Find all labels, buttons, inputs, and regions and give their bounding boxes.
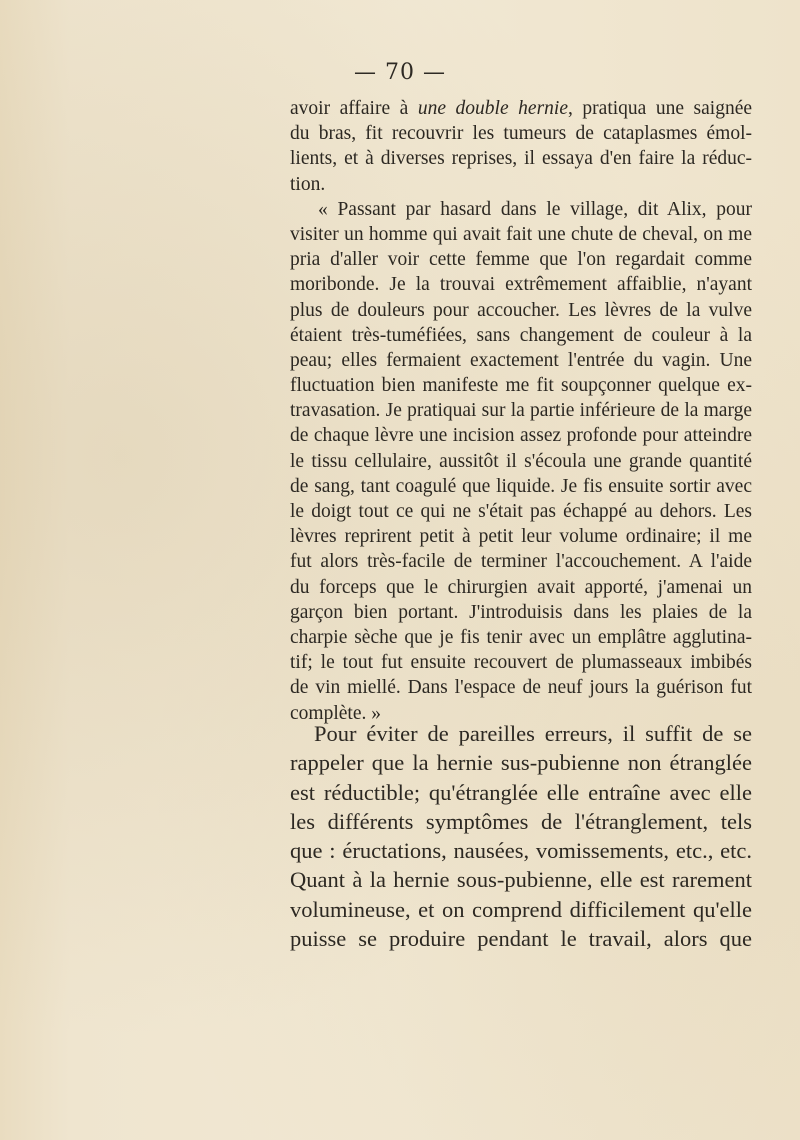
text-line: peau; elles fermaient exactement l'entrée du vagin. Une [290, 349, 752, 371]
text-line: que : éructations, nausées, vomissements, etc., etc. [290, 838, 752, 864]
text-line: volumineuse, et on comprend difficilement qu'elle [290, 896, 752, 922]
main-text [290, 719, 752, 953]
text-line: étaient très-tuméfiées, sans changement de couleur à la [290, 324, 752, 346]
text-line: de sang, tant coagulé que liquide. Je fis ensuite sortir avec [290, 475, 752, 497]
text-line: moribonde. Je la trouvai extrêmement affaiblie, n'ayant [290, 274, 752, 296]
text-line: complète. » [290, 702, 381, 724]
text-line: avoir affaire à une double hernie, pratiqua une saignée [290, 98, 753, 119]
quoted-case-text [290, 96, 752, 726]
text-line: du bras, fit recouvrir les tumeurs de cataplasmes émol- [290, 123, 752, 145]
text-line: rappeler que la hernie sus-pubienne non étranglée [290, 750, 752, 776]
text-line: pria d'aller voir cette femme que l'on regardait comme [290, 249, 752, 271]
text-line: Pour éviter de pareilles erreurs, il suffit de se [314, 721, 752, 746]
text-line: les différents symptômes de l'étranglement, tels [290, 808, 752, 834]
text-line: tif; le tout fut ensuite recouvert de plumasseaux imbibés [290, 652, 752, 674]
text-line: tion. [290, 173, 326, 195]
text-line: travasation. Je pratiquai sur la partie inférieure de la marge [290, 400, 752, 422]
text-line: plus de douleurs pour accoucher. Les lèvres de la vulve [290, 299, 752, 321]
text-line: charpie sèche que je fis tenir avec un emplâtre agglutina- [290, 626, 752, 648]
text-line: fluctuation bien manifeste me fit soupçonner quelque ex- [290, 375, 752, 397]
text-line: le doigt tout ce qui ne s'était pas échappé au dehors. Les [290, 501, 752, 522]
text-line: lients, et à diverses reprises, il essaya d'en faire la réduc- [290, 148, 752, 170]
text-line: est réductible; qu'étranglée elle entraîne avec elle [290, 779, 752, 805]
text-line: du forceps que le chirurgien avait apporté, j'amenai un [290, 576, 752, 598]
text-line: fut alors très-facile de terminer l'accouchement. A l'aide [290, 551, 752, 573]
text-line: visiter un homme qui avait fait une chute de cheval, on me [290, 223, 752, 245]
text-line: garçon bien portant. J'introduisis dans les plaies de la [290, 601, 752, 623]
text-line: de chaque lèvre une incision assez profonde pour atteindre [290, 425, 752, 447]
text-line: lèvres reprirent petit à petit leur volume ordinaire; il me [290, 526, 752, 548]
text-line: de vin miellé. Dans l'espace de neuf jours la guérison fut [290, 677, 752, 699]
text-line: puisse se produire pendant le travail, alors que [290, 926, 752, 952]
italic-term: une double hernie [417, 98, 568, 119]
text-line: Quant à la hernie sous-pubienne, elle est rarement [290, 867, 752, 893]
text-line: « Passant par hasard dans le village, dit Alix, pour [318, 198, 752, 220]
text-line: le tissu cellulaire, aussitôt il s'écoula une grande quantité [290, 450, 752, 472]
page-number: — 70 — [354, 60, 446, 85]
